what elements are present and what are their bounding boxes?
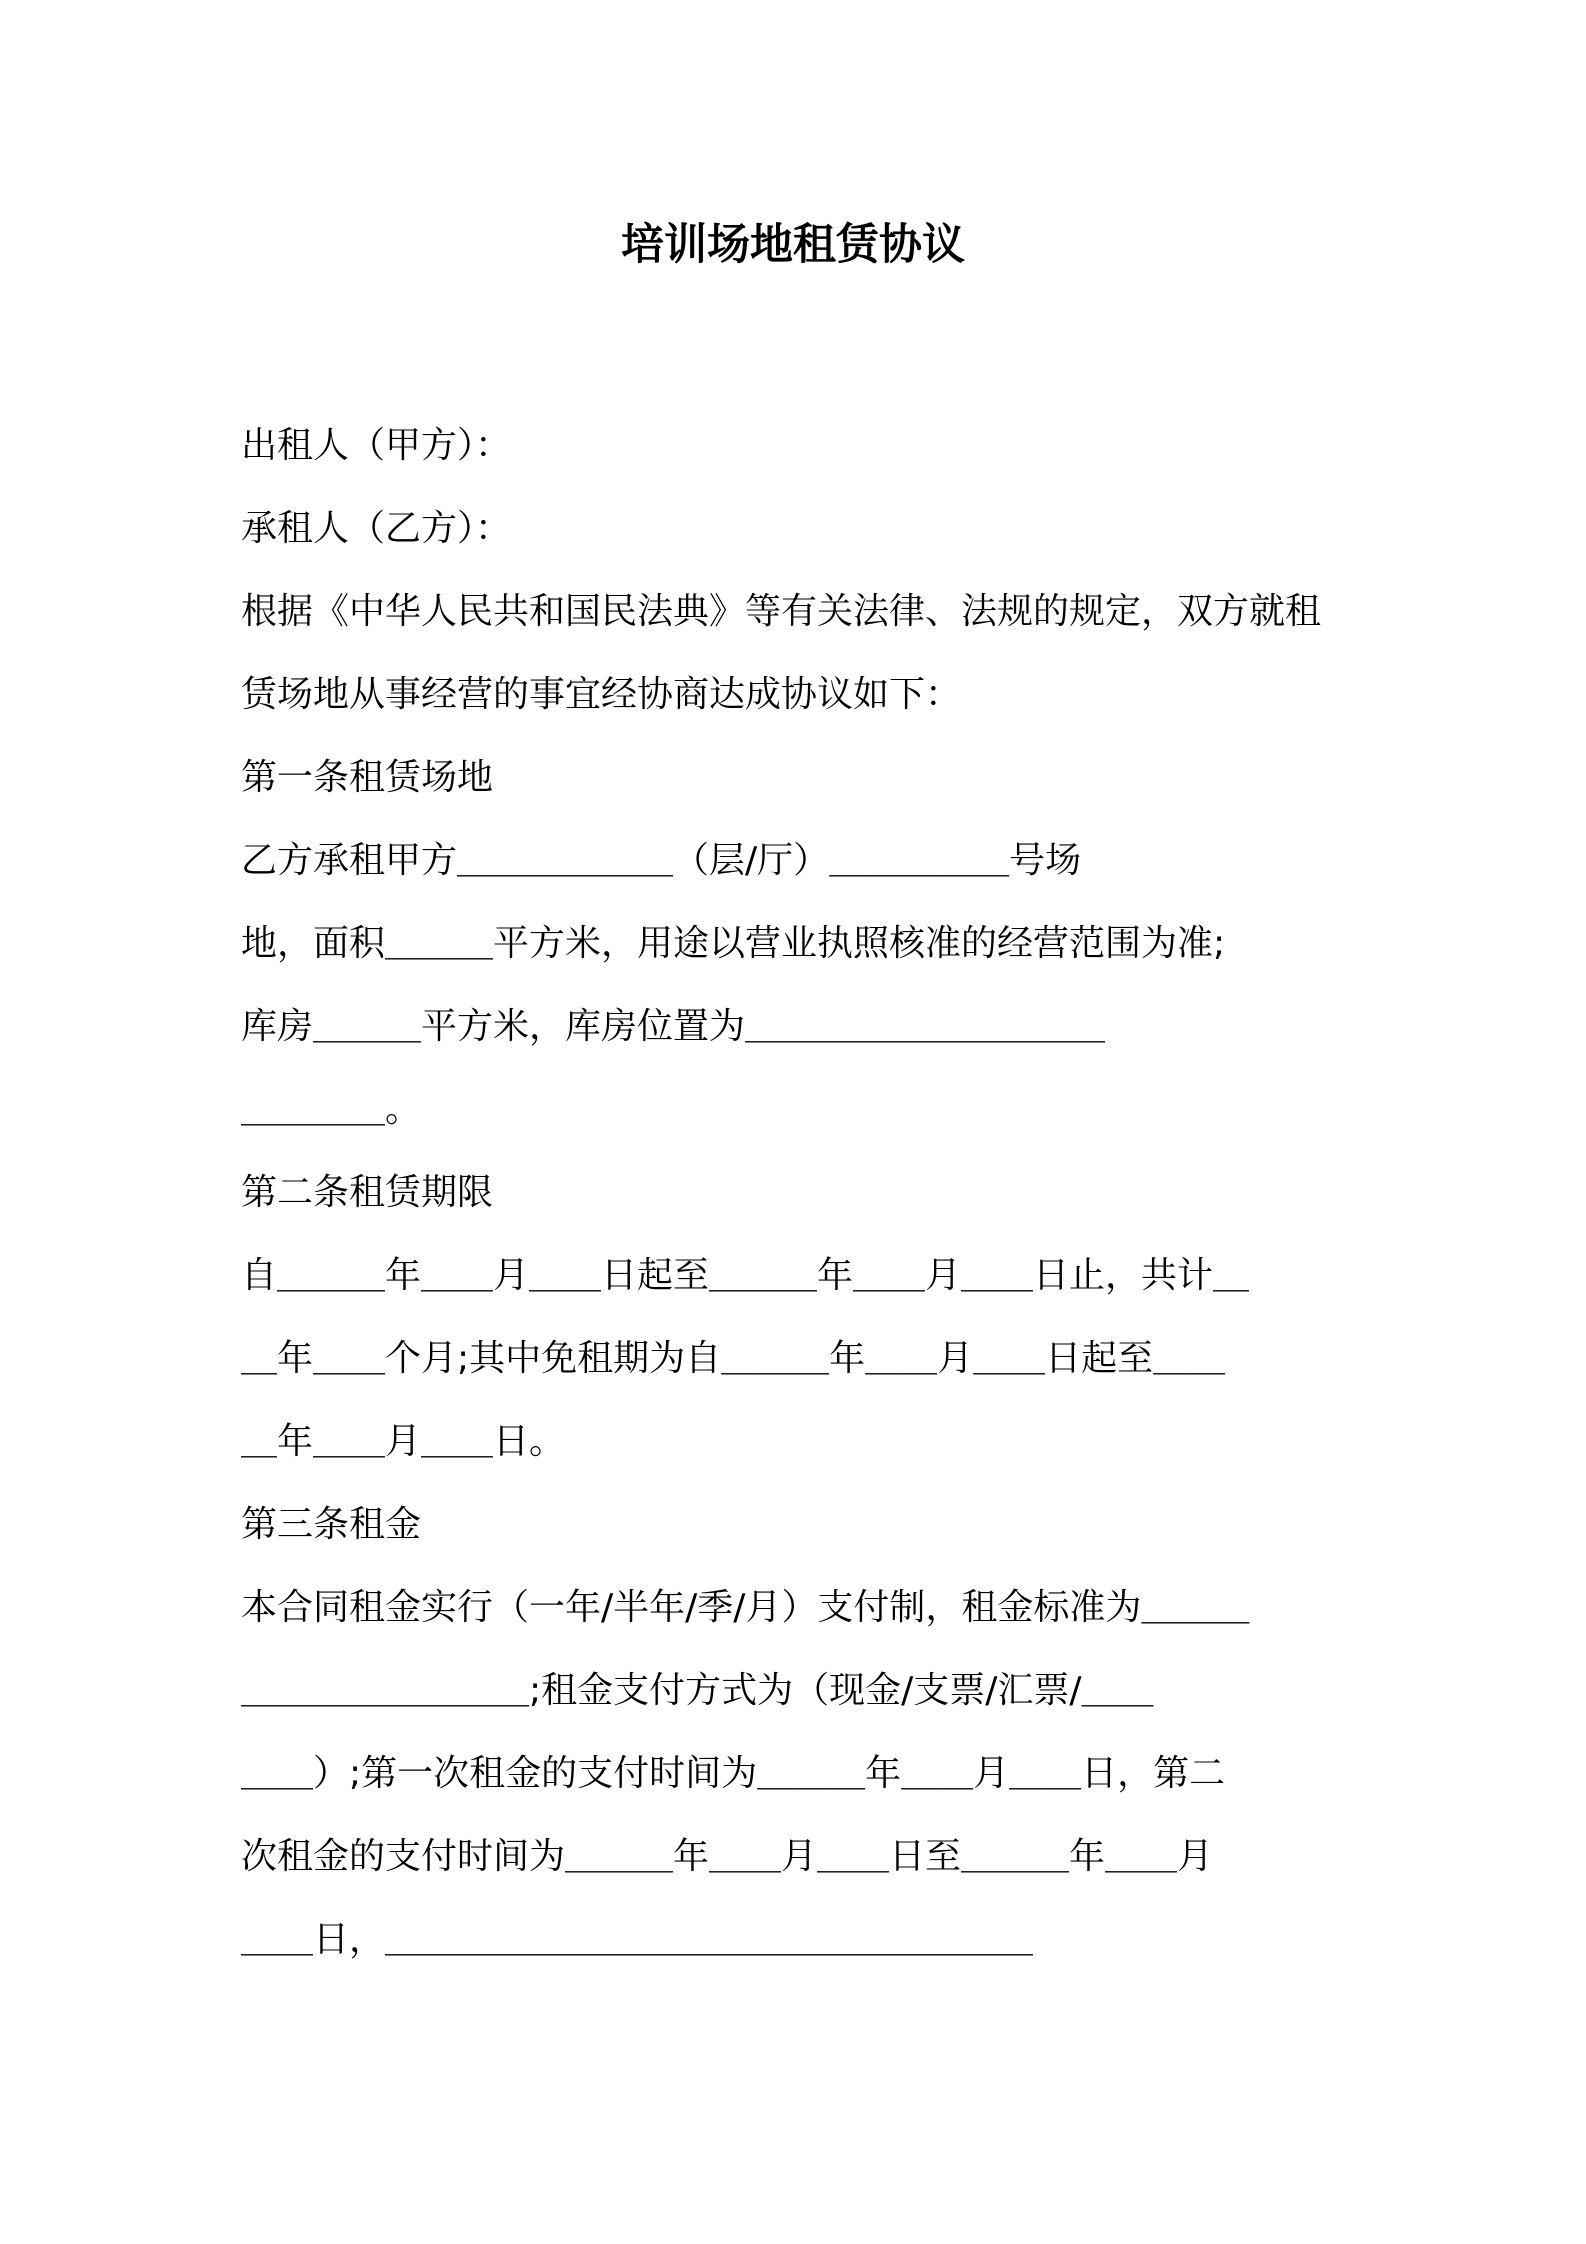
- article-2-line-3: [241, 1400, 1356, 1483]
- article-2-line-2: [241, 1317, 1356, 1400]
- article-1-line-2: [241, 902, 1356, 985]
- article-3-line-5: [241, 1898, 1356, 1981]
- article-1-title: 第一条租赁场地: [241, 757, 494, 798]
- preamble-text-2: 赁场地从事经营的事宜经协商达成协议如下：: [241, 674, 962, 715]
- article-2-line-1: [241, 1234, 1356, 1317]
- article-2-title: 第二条租赁期限: [241, 1172, 494, 1213]
- article-3-line-1: [241, 1566, 1356, 1649]
- article-3-text-2: ＿＿＿＿＿＿＿＿;租金支付方式为（现金/支票/汇票/＿＿: [241, 1670, 1154, 1711]
- article-2-text-3: ＿年＿＿月＿＿日。: [241, 1421, 566, 1462]
- article-1-text-1: 乙方承租甲方＿＿＿＿＿＿（层/厅）＿＿＿＿＿号场: [241, 840, 1082, 881]
- article-2-text-1: 自＿＿＿年＿＿月＿＿日起至＿＿＿年＿＿月＿＿日止，共计＿: [241, 1255, 1250, 1296]
- article-3-text-5: ＿＿日，＿＿＿＿＿＿＿＿＿＿＿＿＿＿＿＿＿＿: [241, 1919, 1034, 1960]
- article-3-heading: [241, 1483, 1356, 1566]
- article-1-text-4: ＿＿＿＿。: [241, 1089, 422, 1130]
- article-1-text-3: 库房＿＿＿平方米，库房位置为＿＿＿＿＿＿＿＿＿＿: [241, 1006, 1106, 1047]
- article-3-title: 第三条租金: [241, 1504, 422, 1545]
- article-1-line-4: [241, 1068, 1356, 1151]
- article-2-heading: [241, 1151, 1356, 1234]
- document-title: 培训场地租赁协议: [621, 220, 965, 270]
- preamble-text-1: 根据《中华人民共和国民法典》等有关法律、法规的规定，双方就租: [241, 591, 1322, 632]
- lessor-line: [241, 404, 1356, 487]
- article-2-text-2: ＿年＿＿个月;其中免租期为自＿＿＿年＿＿月＿＿日起至＿＿: [241, 1338, 1226, 1379]
- article-3-line-3: [241, 1732, 1356, 1815]
- document-body: [241, 404, 1356, 1981]
- article-3-text-3: ＿＿）;第一次租金的支付时间为＿＿＿年＿＿月＿＿日，第二: [241, 1753, 1226, 1794]
- preamble-line-1: [241, 570, 1356, 653]
- article-3-line-2: [241, 1649, 1356, 1732]
- preamble-line-2: [241, 653, 1356, 736]
- lessee-label: 承租人（乙方）：: [241, 508, 512, 549]
- article-3-line-4: [241, 1815, 1356, 1898]
- lessee-line: [241, 487, 1356, 570]
- article-3-text-1: 本合同租金实行（一年/半年/季/月）支付制，租金标准为＿＿＿: [241, 1587, 1250, 1628]
- article-1-heading: [241, 736, 1356, 819]
- lessor-label: 出租人（甲方）：: [241, 425, 512, 466]
- article-3-text-4: 次租金的支付时间为＿＿＿年＿＿月＿＿日至＿＿＿年＿＿月: [241, 1836, 1214, 1877]
- article-1-line-1: [241, 819, 1356, 902]
- article-1-text-2: 地，面积＿＿＿平方米，用途以营业执照核准的经营范围为准;: [241, 923, 1226, 964]
- article-1-line-3: [241, 985, 1356, 1068]
